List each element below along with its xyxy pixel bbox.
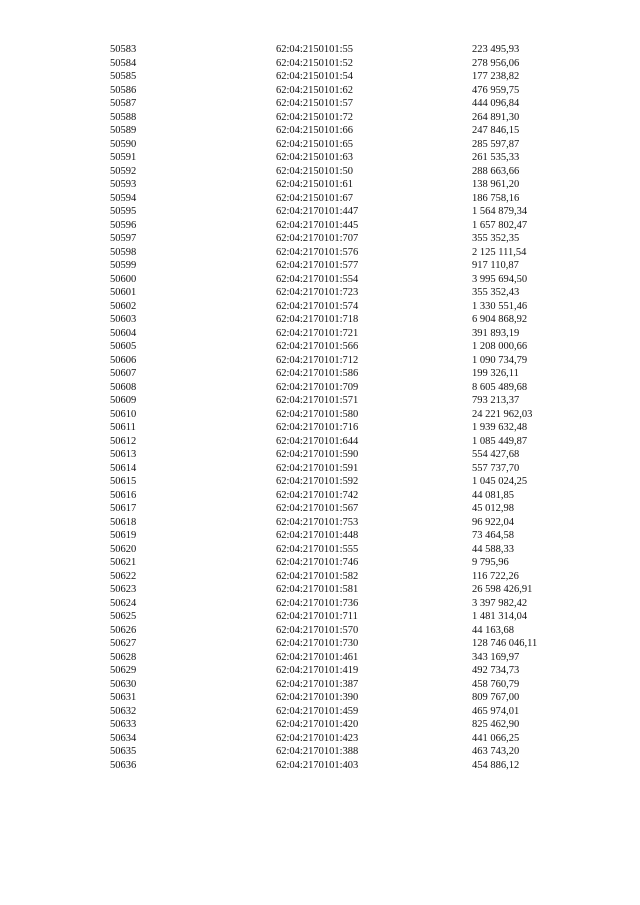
cadastral-number-cell: 62:04:2150101:55: [276, 44, 354, 55]
value-cell: 44 081,85: [472, 489, 514, 501]
table-row: [110, 570, 592, 584]
row-number-cell: 50612: [110, 435, 137, 447]
row-number-cell: 50603: [110, 314, 137, 325]
table-row: [110, 664, 592, 678]
value-cell: 476 959,75: [472, 84, 520, 96]
cadastral-number-cell: 62:04:2170101:577: [276, 260, 359, 271]
cadastral-number-cell: 62:04:2170101:718: [276, 314, 359, 325]
cadastral-number-cell: 62:04:2150101:65: [276, 138, 354, 150]
cadastral-number-cell: 62:04:2170101:707: [276, 233, 359, 244]
value-cell: 1 481 314,04: [472, 611, 528, 622]
cadastral-number-cell: 62:04:2150101:57: [276, 98, 354, 109]
table-row: [110, 759, 592, 773]
table-row: [110, 178, 592, 192]
cadastral-number-cell: 62:04:2170101:420: [276, 719, 359, 730]
table-row: [110, 232, 592, 246]
value-cell: 1 657 802,47: [472, 219, 528, 231]
value-cell: 492 734,73: [472, 665, 520, 676]
row-number-cell: 50625: [110, 611, 137, 622]
row-number-cell: 50623: [110, 584, 137, 595]
row-number-cell: 50620: [110, 543, 137, 555]
table-row: [110, 421, 592, 435]
cadastral-number-cell: 62:04:2170101:580: [276, 408, 359, 420]
cadastral-number-cell: 62:04:2170101:712: [276, 354, 359, 366]
row-number-cell: 50594: [110, 192, 137, 204]
value-cell: 3 397 982,42: [472, 597, 528, 609]
cadastral-number-cell: 62:04:2150101:62: [276, 84, 354, 96]
table-row: [110, 651, 592, 665]
table-row: [110, 327, 592, 341]
cadastral-number-cell: 62:04:2170101:571: [276, 395, 359, 406]
table-row: [110, 583, 592, 597]
value-cell: 825 462,90: [472, 719, 520, 730]
cadastral-number-cell: 62:04:2170101:387: [276, 678, 359, 690]
value-cell: 458 760,79: [472, 678, 520, 690]
cadastral-number-cell: 62:04:2170101:445: [276, 219, 359, 231]
cadastral-number-cell: 62:04:2170101:753: [276, 516, 359, 528]
value-cell: 177 238,82: [472, 71, 520, 82]
cadastral-number-cell: 62:04:2150101:66: [276, 125, 354, 136]
table-row: [110, 556, 592, 570]
table-body: [110, 43, 592, 772]
row-number-cell: 50627: [110, 638, 137, 649]
cadastral-number-cell: 62:04:2170101:711: [276, 611, 358, 622]
value-cell: 465 974,01: [472, 705, 520, 717]
value-cell: 8 605 489,68: [472, 381, 528, 393]
cadastral-number-cell: 62:04:2170101:721: [276, 327, 359, 339]
row-number-cell: 50619: [110, 530, 137, 541]
row-number-cell: 50632: [110, 705, 137, 717]
table-row: [110, 43, 592, 57]
value-cell: 463 743,20: [472, 746, 520, 757]
row-number-cell: 50618: [110, 516, 137, 528]
table-row: [110, 624, 592, 638]
cadastral-number-cell: 62:04:2170101:459: [276, 705, 359, 717]
table-row: [110, 502, 592, 516]
row-number-cell: 50599: [110, 260, 137, 271]
table-row: [110, 219, 592, 233]
value-cell: 138 961,20: [472, 179, 520, 190]
value-cell: 355 352,35: [472, 233, 520, 244]
row-number-cell: 50600: [110, 273, 137, 285]
cadastral-number-cell: 62:04:2170101:423: [276, 732, 359, 744]
cadastral-number-cell: 62:04:2150101:61: [276, 179, 354, 190]
table-row: [110, 354, 592, 368]
value-cell: 288 663,66: [472, 165, 520, 177]
table-row: [110, 475, 592, 489]
row-number-cell: 50631: [110, 692, 137, 703]
table-row: [110, 340, 592, 354]
table-row: [110, 489, 592, 503]
row-number-cell: 50611: [110, 422, 136, 433]
row-number-cell: 50616: [110, 489, 137, 501]
row-number-cell: 50583: [110, 44, 137, 55]
cadastral-number-cell: 62:04:2170101:574: [276, 300, 359, 312]
row-number-cell: 50607: [110, 368, 137, 379]
table-row: [110, 718, 592, 732]
row-number-cell: 50621: [110, 557, 137, 568]
row-number-cell: 50586: [110, 84, 137, 96]
table-row: [110, 138, 592, 152]
row-number-cell: 50615: [110, 476, 137, 487]
cadastral-number-cell: 62:04:2170101:567: [276, 503, 359, 514]
row-number-cell: 50591: [110, 152, 137, 163]
cadastral-number-cell: 62:04:2170101:461: [276, 651, 359, 663]
cadastral-number-cell: 62:04:2170101:554: [276, 273, 359, 285]
table-row: [110, 408, 592, 422]
table-row: [110, 678, 592, 692]
table-row: [110, 124, 592, 138]
table-row: [110, 57, 592, 71]
cadastral-number-cell: 62:04:2150101:54: [276, 71, 354, 82]
value-cell: 223 495,93: [472, 44, 520, 55]
cadastral-number-cell: 62:04:2170101:581: [276, 584, 359, 595]
table-row: [110, 381, 592, 395]
cadastral-number-cell: 62:04:2170101:644: [276, 435, 359, 447]
cadastral-number-cell: 62:04:2170101:390: [276, 692, 359, 703]
row-number-cell: 50629: [110, 665, 137, 676]
table-row: [110, 516, 592, 530]
value-cell: 1 208 000,66: [472, 341, 528, 352]
row-number-cell: 50630: [110, 678, 137, 690]
table-row: [110, 313, 592, 327]
row-number-cell: 50613: [110, 449, 137, 460]
cadastral-number-cell: 62:04:2170101:419: [276, 665, 359, 676]
cadastral-number-cell: 62:04:2170101:591: [276, 462, 359, 474]
value-cell: 24 221 962,03: [472, 408, 533, 420]
table-row: [110, 543, 592, 557]
row-number-cell: 50626: [110, 624, 137, 636]
row-number-cell: 50596: [110, 219, 137, 231]
cadastral-number-cell: 62:04:2150101:63: [276, 152, 354, 163]
table-row: [110, 259, 592, 273]
value-cell: 391 893,19: [472, 327, 520, 339]
table-row: [110, 435, 592, 449]
table-row: [110, 70, 592, 84]
row-number-cell: 50604: [110, 327, 137, 339]
row-number-cell: 50606: [110, 354, 137, 366]
table-row: [110, 367, 592, 381]
row-number-cell: 50592: [110, 165, 137, 177]
cadastral-number-cell: 62:04:2170101:592: [276, 476, 359, 487]
value-cell: 1 330 551,46: [472, 300, 528, 312]
row-number-cell: 50597: [110, 233, 137, 244]
cadastral-number-cell: 62:04:2170101:448: [276, 530, 359, 541]
table-row: [110, 286, 592, 300]
cadastral-number-cell: 62:04:2170101:723: [276, 287, 359, 298]
value-cell: 6 904 868,92: [472, 314, 528, 325]
row-number-cell: 50633: [110, 719, 137, 730]
row-number-cell: 50634: [110, 732, 137, 744]
table-row: [110, 637, 592, 651]
row-number-cell: 50598: [110, 246, 137, 258]
value-cell: 116 722,26: [472, 570, 519, 582]
table-row: [110, 745, 592, 759]
value-cell: 186 758,16: [472, 192, 520, 204]
value-cell: 355 352,43: [472, 287, 520, 298]
cadastral-number-cell: 62:04:2170101:730: [276, 638, 359, 649]
row-number-cell: 50605: [110, 341, 137, 352]
value-cell: 1 564 879,34: [472, 206, 528, 217]
value-cell: 2 125 111,54: [472, 246, 527, 258]
table-row: [110, 111, 592, 125]
value-cell: 793 213,37: [472, 395, 520, 406]
value-cell: 26 598 426,91: [472, 584, 533, 595]
table-row: [110, 246, 592, 260]
row-number-cell: 50595: [110, 206, 137, 217]
row-number-cell: 50588: [110, 111, 137, 123]
value-cell: 261 535,33: [472, 152, 520, 163]
cadastral-number-cell: 62:04:2150101:72: [276, 111, 354, 123]
row-number-cell: 50624: [110, 597, 137, 609]
cadastral-number-cell: 62:04:2170101:555: [276, 543, 359, 555]
value-cell: 1 085 449,87: [472, 435, 528, 447]
value-cell: 343 169,97: [472, 651, 520, 663]
table-row: [110, 84, 592, 98]
row-number-cell: 50585: [110, 71, 137, 82]
value-cell: 44 588,33: [472, 543, 514, 555]
cadastral-number-cell: 62:04:2170101:736: [276, 597, 359, 609]
table-row: [110, 462, 592, 476]
cadastral-number-cell: 62:04:2170101:388: [276, 746, 359, 757]
value-cell: 557 737,70: [472, 462, 520, 474]
table-row: [110, 529, 592, 543]
value-cell: 444 096,84: [472, 98, 520, 109]
cadastral-number-cell: 62:04:2170101:576: [276, 246, 359, 258]
cadastral-number-cell: 62:04:2170101:582: [276, 570, 359, 582]
value-cell: 128 746 046,11: [472, 638, 538, 649]
value-cell: 9 795,96: [472, 557, 509, 568]
value-cell: 73 464,58: [472, 530, 514, 541]
table-row: [110, 732, 592, 746]
table-row: [110, 192, 592, 206]
row-number-cell: 50593: [110, 179, 137, 190]
row-number-cell: 50617: [110, 503, 137, 514]
cadastral-number-cell: 62:04:2170101:586: [276, 368, 359, 379]
row-number-cell: 50609: [110, 395, 137, 406]
cadastral-number-cell: 62:04:2170101:447: [276, 206, 359, 217]
table-row: [110, 151, 592, 165]
row-number-cell: 50602: [110, 300, 137, 312]
cadastral-number-cell: 62:04:2150101:52: [276, 57, 354, 69]
table-row: [110, 165, 592, 179]
row-number-cell: 50608: [110, 381, 137, 393]
row-number-cell: 50628: [110, 651, 137, 663]
value-cell: 264 891,30: [472, 111, 520, 123]
row-number-cell: 50601: [110, 287, 137, 298]
cadastral-number-cell: 62:04:2150101:50: [276, 165, 354, 177]
cadastral-number-cell: 62:04:2170101:709: [276, 381, 359, 393]
cadastral-number-cell: 62:04:2170101:716: [276, 422, 359, 433]
value-cell: 809 767,00: [472, 692, 520, 703]
table-row: [110, 394, 592, 408]
row-number-cell: 50610: [110, 408, 137, 420]
row-number-cell: 50590: [110, 138, 137, 150]
value-cell: 247 846,15: [472, 125, 520, 136]
cadastral-number-cell: 62:04:2170101:746: [276, 557, 359, 568]
value-cell: 3 995 694,50: [472, 273, 528, 285]
row-number-cell: 50587: [110, 98, 137, 109]
row-number-cell: 50622: [110, 570, 137, 582]
value-cell: 45 012,98: [472, 503, 514, 514]
value-cell: 441 066,25: [472, 732, 520, 744]
table-row: [110, 691, 592, 705]
data-table: [110, 43, 592, 772]
table-row: [110, 610, 592, 624]
row-number-cell: 50635: [110, 746, 137, 757]
value-cell: 1 939 632,48: [472, 422, 528, 433]
value-cell: 917 110,87: [472, 260, 519, 271]
value-cell: 96 922,04: [472, 516, 514, 528]
table-row: [110, 597, 592, 611]
table-row: [110, 300, 592, 314]
row-number-cell: 50589: [110, 125, 137, 136]
value-cell: 554 427,68: [472, 449, 520, 460]
value-cell: 285 597,87: [472, 138, 520, 150]
value-cell: 454 886,12: [472, 759, 520, 771]
value-cell: 199 326,11: [472, 368, 519, 379]
cadastral-number-cell: 62:04:2170101:566: [276, 341, 359, 352]
value-cell: 278 956,06: [472, 57, 520, 69]
table-row: [110, 97, 592, 111]
cadastral-number-cell: 62:04:2170101:570: [276, 624, 359, 636]
cadastral-number-cell: 62:04:2170101:742: [276, 489, 359, 501]
table-row: [110, 705, 592, 719]
cadastral-number-cell: 62:04:2170101:403: [276, 759, 359, 771]
table-row: [110, 448, 592, 462]
row-number-cell: 50636: [110, 759, 137, 771]
table-row: [110, 205, 592, 219]
table-row: [110, 273, 592, 287]
cadastral-number-cell: 62:04:2150101:67: [276, 192, 354, 204]
cadastral-number-cell: 62:04:2170101:590: [276, 449, 359, 460]
row-number-cell: 50614: [110, 462, 137, 474]
value-cell: 1 090 734,79: [472, 354, 528, 366]
value-cell: 1 045 024,25: [472, 476, 528, 487]
row-number-cell: 50584: [110, 57, 137, 69]
value-cell: 44 163,68: [472, 624, 514, 636]
